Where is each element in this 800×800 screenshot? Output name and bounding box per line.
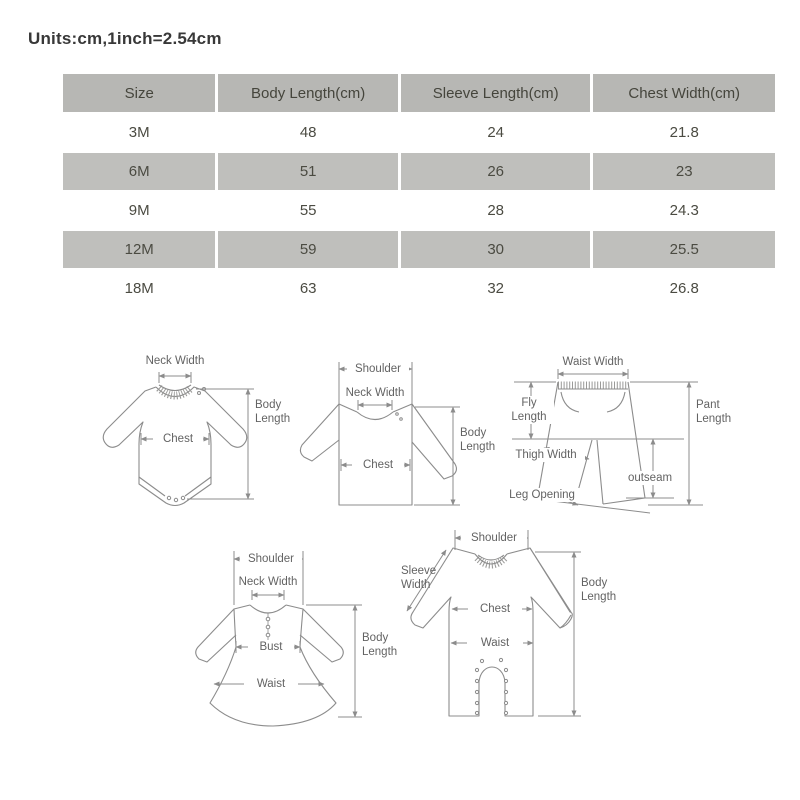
romper-diagram (393, 520, 628, 750)
romper-waist-label: Waist (467, 636, 523, 650)
dress-neck-width-label: Neck Width (238, 576, 298, 588)
table-row: 12M 59 30 25.5 (63, 231, 775, 268)
col-header-sleeve-length: Sleeve Length(cm) (401, 74, 591, 112)
table-row: 18M 63 32 26.8 (124, 280, 699, 297)
bodysuit-chest-label: Chest (153, 432, 203, 446)
pants-thigh-width-label: Thigh Width (507, 448, 585, 462)
dress-shoulder-label: Shoulder (240, 552, 302, 566)
sweater-chest-label: Chest (352, 458, 404, 472)
col-header-body-length: Body Length(cm) (218, 74, 398, 112)
bodysuit-neck-width-label: Neck Width (145, 355, 205, 367)
sweater-body-length-label: Body Length (457, 426, 507, 454)
sweater-shoulder-label: Shoulder (347, 362, 409, 376)
table-row: 6M 51 26 23 (63, 153, 775, 190)
sweater-neck-width-label: Neck Width (345, 387, 405, 399)
pants-outseam-label: outseam (616, 471, 684, 485)
romper-sleeve-width-label: Sleeve Width (401, 565, 437, 592)
bodysuit-diagram (95, 352, 305, 517)
sweater-diagram (298, 352, 510, 522)
pants-leg-opening-label: Leg Opening (498, 488, 586, 502)
table-header-row (63, 74, 775, 112)
romper-illustration (393, 520, 628, 750)
bodysuit-body-length-label: Body Length (252, 398, 302, 426)
pants-diagram (498, 352, 748, 522)
dress-body-length-label: Body Length (359, 631, 409, 659)
dress-waist-label: Waist (244, 677, 298, 691)
pants-waist-width-label: Waist Width (562, 356, 624, 368)
table-row: 3M 48 24 21.8 (128, 124, 699, 141)
romper-body-length-label: Body Length (578, 576, 628, 604)
col-header-chest-width: Chest Width(cm) (593, 74, 775, 112)
romper-chest-label: Chest (468, 602, 522, 616)
size-table (60, 72, 778, 309)
units-note: Units:cm,1inch=2.54cm (28, 29, 222, 48)
dress-bust-label: Bust (248, 640, 294, 654)
dress-diagram (178, 543, 410, 738)
pants-fly-length-label: Fly Length (504, 396, 554, 424)
pants-pant-length-label: Pant Length (693, 398, 743, 426)
col-header-size: Size (63, 74, 215, 112)
table-row: 9M 55 28 24.3 (128, 202, 699, 219)
romper-shoulder-label: Shoulder (461, 531, 527, 545)
